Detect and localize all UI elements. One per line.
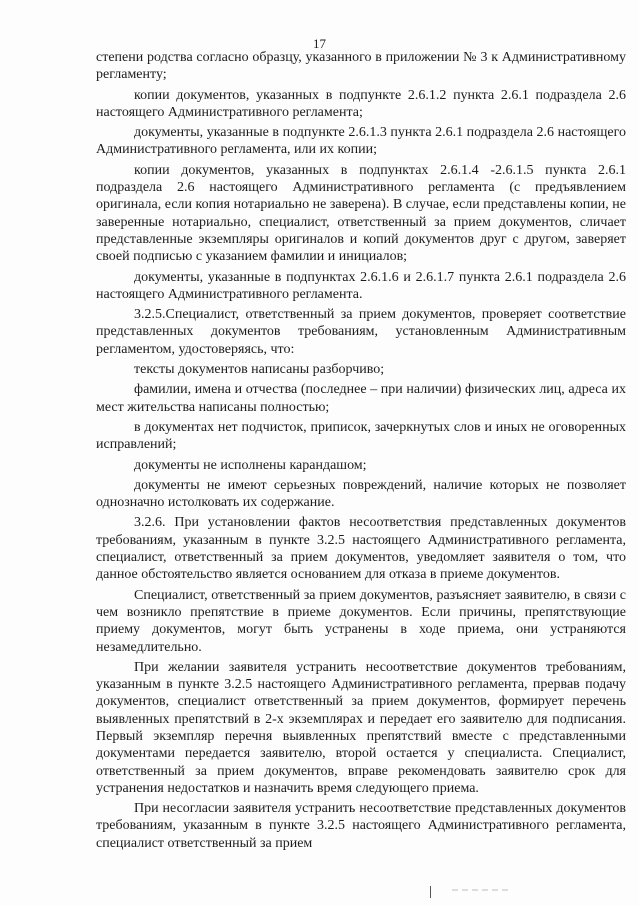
paragraph: документы, указанные в подпунктах 2.6.1.6 и 2.6.1.7 пункта 2.6.1 подраздела 2.6 настоящего Административного регламента. [96, 269, 626, 302]
document-body [96, 49, 626, 852]
paragraph: документы не исполнены карандашом; [134, 457, 367, 473]
paragraph: в документах нет подчисток, приписок, зачеркнутых слов и иных не оговоренных исправлений; [96, 419, 626, 453]
paragraph: документы не имеют серьезных повреждений, наличие которых не позволяет однозначно истолковать их содержание. [96, 477, 626, 511]
page-number: 17 [313, 36, 326, 51]
paragraph: Специалист, ответственный за прием документов, разъясняет заявителю, в связи с чем возникло препятствие в приеме документов. Если причины, препятствующие приему документов, могут быть устранены в ходе приема, они устраняются незамедлительно. [96, 587, 626, 655]
paragraph: копии документов, указанных в подпунктах 2.6.1.4 -2.6.1.5 пункта 2.6.1 подраздела 2.6 настоящего Административного регламента (с предъявлением оригинала, если копия нотариально не заверена). В случае, если представлены копии, не заверенные нотариально, специалист, ответственный за прием документов, сличает представленные экземпляры оригиналов и копий документов друг с другом, заверяет своей подписью с указанием фамилии и инициалов; [96, 162, 626, 265]
scan-artifact [430, 886, 431, 898]
paragraph: степени родства согласно образцу, указанного в приложении № 3 к Административному регламенту; [96, 50, 626, 83]
scan-artifact [452, 889, 512, 891]
paragraph: фамилии, имена и отчества (последнее – при наличии) физических лиц, адреса их мест жительства написаны полностью; [96, 382, 626, 415]
paragraph: копии документов, указанных в подпункте 2.6.1.2 пункта 2.6.1 подраздела 2.6 настоящего Административного регламента; [96, 87, 626, 120]
paragraph: документы, указанные в подпункте 2.6.1.3 пункта 2.6.1 подраздела 2.6 настоящего Административного регламента, или их копии; [96, 125, 626, 158]
paragraph: 3.2.5.Специалист, ответственный за прием документов, проверяет соответствие представленных документов требованиям, установленным Административным регламентом, удостоверяясь, что: [96, 307, 626, 357]
paragraph: 3.2.6. При установлении фактов несоответствия представленных документов требованиям, указанным в пункте 3.2.5 настоящего Административного регламента, специалист, ответственный за прием документов, уведомляет заявителя о том, что данное обстоятельство является основанием для отказа в приеме документов. [96, 515, 626, 583]
paragraph: При желании заявителя устранить несоответствие документов требованиям, указанным в пункте 3.2.5 настоящего Административного регламента, прервав подачу документов, специалист ответственный за прием документов, формирует перечень выявленных препятствий в 2-х экземплярах и передает его заявителю для подписания. Первый экземпляр перечня выявленных препятствий вместе с представленными документами передается заявителю, второй остается у специалиста. Специалист, ответственный за прием документов, вправе рекомендовать заявителю срок для устранения недостатков и назначить время следующего приема. [96, 659, 626, 796]
paragraph: При несогласии заявителя устранить несоответствие представленных документов требованиям, указанным в пункте 3.2.5 настоящего Административного регламента, специалист ответственный за прием [96, 801, 626, 851]
paragraph: тексты документов написаны разборчиво; [134, 362, 385, 378]
